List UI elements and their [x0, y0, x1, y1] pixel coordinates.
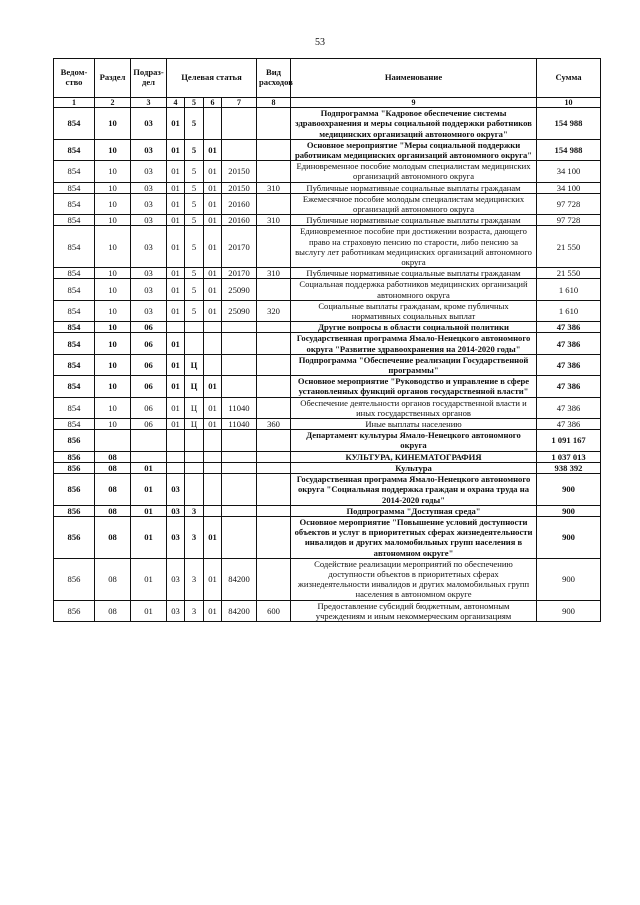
- cell-subsection: 03: [131, 193, 167, 214]
- cell-subsection: 06: [131, 333, 167, 354]
- cell-target-measure: [204, 451, 222, 462]
- cell-target-program: [167, 430, 185, 451]
- cell-target-measure: 01: [204, 419, 222, 430]
- cell-target-subprogram: 3: [185, 600, 204, 621]
- cell-dept: 854: [54, 193, 95, 214]
- header-sum: Сумма: [537, 59, 601, 98]
- cell-target-measure: [204, 354, 222, 375]
- cell-subsection: 06: [131, 376, 167, 397]
- cell-dept: 854: [54, 139, 95, 160]
- cell-name: Государственная программа Ямало-Ненецкого автономного округа "Социальная поддержка граждан и охрана труда на 2014-2020 годы": [291, 474, 537, 506]
- cell-dept: 854: [54, 215, 95, 226]
- cell-subsection: 03: [131, 108, 167, 140]
- cell-expense-type: [257, 139, 291, 160]
- cell-target-subprogram: Ц: [185, 397, 204, 418]
- cell-expense-type: [257, 354, 291, 375]
- cell-target-subprogram: 5: [185, 193, 204, 214]
- cell-section: 10: [95, 108, 131, 140]
- cell-target-subprogram: 5: [185, 139, 204, 160]
- cell-sum: 900: [537, 474, 601, 506]
- cell-target-measure: [204, 108, 222, 140]
- cell-target-measure: [204, 333, 222, 354]
- table-row: [54, 376, 601, 397]
- cell-subsection: 01: [131, 462, 167, 473]
- col-number: 5: [185, 98, 204, 108]
- cell-name: Подпрограмма "Кадровое обеспечение системы здравоохранения и меры социальной поддержки работников медицинских организаций автономного округа": [291, 108, 537, 140]
- cell-sum: 1 610: [537, 300, 601, 321]
- cell-target-direction: 20150: [222, 161, 257, 182]
- cell-target-program: 01: [167, 397, 185, 418]
- cell-subsection: 06: [131, 354, 167, 375]
- cell-dept: 854: [54, 333, 95, 354]
- cell-target-subprogram: Ц: [185, 376, 204, 397]
- cell-target-direction: [222, 451, 257, 462]
- cell-name: Социальная поддержка работников медицинских организаций автономного округа: [291, 279, 537, 300]
- col-number: 4: [167, 98, 185, 108]
- cell-sum: 1 610: [537, 279, 601, 300]
- cell-sum: 154 988: [537, 139, 601, 160]
- cell-section: 10: [95, 182, 131, 193]
- table-row: [54, 182, 601, 193]
- cell-target-measure: 01: [204, 300, 222, 321]
- cell-name: Единовременное пособие при достижении возраста, дающего право на страховую пенсию по старости, либо пенсию за выслугу лет работникам медицинских организаций автономного округа: [291, 226, 537, 268]
- cell-dept: 854: [54, 182, 95, 193]
- cell-subsection: 03: [131, 182, 167, 193]
- cell-expense-type: [257, 516, 291, 558]
- cell-target-direction: [222, 322, 257, 333]
- cell-name: Иные выплаты населению: [291, 419, 537, 430]
- cell-dept: 854: [54, 322, 95, 333]
- cell-sum: 34 100: [537, 161, 601, 182]
- cell-dept: 856: [54, 462, 95, 473]
- cell-sum: 21 550: [537, 226, 601, 268]
- cell-dept: 856: [54, 600, 95, 621]
- cell-name: Обеспечение деятельности органов государственной власти и иных государственных органов: [291, 397, 537, 418]
- cell-subsection: 06: [131, 397, 167, 418]
- cell-dept: 856: [54, 474, 95, 506]
- cell-target-measure: 01: [204, 182, 222, 193]
- cell-dept: 854: [54, 397, 95, 418]
- cell-sum: 900: [537, 505, 601, 516]
- cell-target-subprogram: [185, 430, 204, 451]
- cell-sum: 1 091 167: [537, 430, 601, 451]
- cell-name: Социальные выплаты гражданам, кроме публичных нормативных социальных выплат: [291, 300, 537, 321]
- cell-target-subprogram: 3: [185, 505, 204, 516]
- table-row: [54, 333, 601, 354]
- cell-sum: 47 386: [537, 354, 601, 375]
- cell-section: 10: [95, 419, 131, 430]
- cell-subsection: 01: [131, 505, 167, 516]
- cell-target-measure: [204, 474, 222, 506]
- cell-target-measure: 01: [204, 268, 222, 279]
- cell-expense-type: 310: [257, 268, 291, 279]
- header-subsection: Подраз-дел: [131, 59, 167, 98]
- cell-target-measure: [204, 322, 222, 333]
- cell-target-subprogram: 5: [185, 226, 204, 268]
- cell-expense-type: 320: [257, 300, 291, 321]
- table-row: [54, 268, 601, 279]
- cell-target-direction: [222, 516, 257, 558]
- cell-sum: 97 728: [537, 215, 601, 226]
- cell-name: Подпрограмма "Обеспечение реализации Государственной программы": [291, 354, 537, 375]
- cell-section: 08: [95, 505, 131, 516]
- cell-dept: 856: [54, 558, 95, 600]
- cell-subsection: 03: [131, 161, 167, 182]
- cell-target-measure: 01: [204, 226, 222, 268]
- cell-name: Департамент культуры Ямало-Ненецкого автономного округа: [291, 430, 537, 451]
- cell-target-program: 01: [167, 333, 185, 354]
- cell-target-measure: [204, 505, 222, 516]
- cell-target-program: [167, 451, 185, 462]
- cell-name: КУЛЬТУРА, КИНЕМАТОГРАФИЯ: [291, 451, 537, 462]
- cell-target-measure: 01: [204, 215, 222, 226]
- cell-target-measure: 01: [204, 193, 222, 214]
- cell-section: 10: [95, 215, 131, 226]
- cell-target-direction: 20150: [222, 182, 257, 193]
- cell-target-program: 03: [167, 600, 185, 621]
- cell-name: Основное мероприятие "Руководство и управление в сфере установленных функций органов государственной власти": [291, 376, 537, 397]
- cell-target-program: 01: [167, 354, 185, 375]
- cell-dept: 854: [54, 161, 95, 182]
- cell-target-measure: [204, 462, 222, 473]
- cell-sum: 1 037 013: [537, 451, 601, 462]
- cell-sum: 47 386: [537, 333, 601, 354]
- cell-subsection: 03: [131, 279, 167, 300]
- cell-subsection: 01: [131, 558, 167, 600]
- cell-subsection: 06: [131, 419, 167, 430]
- cell-section: 10: [95, 397, 131, 418]
- cell-target-subprogram: 5: [185, 300, 204, 321]
- cell-subsection: [131, 430, 167, 451]
- cell-expense-type: [257, 397, 291, 418]
- cell-target-program: 03: [167, 505, 185, 516]
- cell-target-program: [167, 322, 185, 333]
- cell-target-direction: 84200: [222, 600, 257, 621]
- cell-sum: 47 386: [537, 322, 601, 333]
- table-row: [54, 397, 601, 418]
- cell-expense-type: [257, 430, 291, 451]
- budget-table: [53, 58, 601, 622]
- cell-section: [95, 430, 131, 451]
- cell-target-subprogram: [185, 322, 204, 333]
- header-name: Наименование: [291, 59, 537, 98]
- cell-section: 08: [95, 462, 131, 473]
- cell-section: 08: [95, 600, 131, 621]
- table-row: [54, 419, 601, 430]
- cell-expense-type: [257, 451, 291, 462]
- cell-target-measure: 01: [204, 397, 222, 418]
- table-row: [54, 474, 601, 506]
- cell-dept: 854: [54, 279, 95, 300]
- cell-target-measure: 01: [204, 376, 222, 397]
- cell-target-measure: 01: [204, 558, 222, 600]
- cell-target-direction: 20160: [222, 215, 257, 226]
- cell-target-subprogram: [185, 462, 204, 473]
- cell-section: 08: [95, 474, 131, 506]
- cell-target-program: 03: [167, 516, 185, 558]
- cell-dept: 854: [54, 419, 95, 430]
- cell-subsection: 03: [131, 139, 167, 160]
- cell-sum: 938 392: [537, 462, 601, 473]
- cell-target-program: 01: [167, 419, 185, 430]
- cell-dept: 854: [54, 268, 95, 279]
- header-expense-type: Вид расходов: [257, 59, 291, 98]
- table-row: [54, 322, 601, 333]
- cell-expense-type: 310: [257, 182, 291, 193]
- cell-dept: 854: [54, 226, 95, 268]
- cell-target-program: 03: [167, 558, 185, 600]
- cell-subsection: 03: [131, 226, 167, 268]
- cell-section: 10: [95, 376, 131, 397]
- cell-target-direction: [222, 354, 257, 375]
- cell-name: Содействие реализации мероприятий по обеспечению доступности объектов в приоритетных сферах жизнедеятельности инвалидов и других маломобильных групп населения в автономном округе: [291, 558, 537, 600]
- cell-dept: 854: [54, 354, 95, 375]
- cell-dept: 854: [54, 376, 95, 397]
- cell-target-program: [167, 462, 185, 473]
- cell-dept: 856: [54, 451, 95, 462]
- cell-target-direction: 11040: [222, 419, 257, 430]
- col-number: 1: [54, 98, 95, 108]
- table-row: [54, 215, 601, 226]
- cell-target-subprogram: [185, 451, 204, 462]
- cell-subsection: 03: [131, 215, 167, 226]
- table-row: [54, 462, 601, 473]
- cell-section: 10: [95, 226, 131, 268]
- cell-expense-type: [257, 474, 291, 506]
- cell-section: 10: [95, 161, 131, 182]
- cell-expense-type: [257, 108, 291, 140]
- cell-expense-type: 600: [257, 600, 291, 621]
- table-row: [54, 516, 601, 558]
- cell-sum: 97 728: [537, 193, 601, 214]
- cell-dept: 856: [54, 430, 95, 451]
- col-number: 2: [95, 98, 131, 108]
- header-target: Целевая статья: [167, 59, 257, 98]
- cell-subsection: 01: [131, 516, 167, 558]
- cell-target-subprogram: 5: [185, 182, 204, 193]
- cell-target-program: 01: [167, 139, 185, 160]
- cell-expense-type: [257, 462, 291, 473]
- cell-sum: 154 988: [537, 108, 601, 140]
- cell-name: Ежемесячное пособие молодым специалистам медицинских организаций автономного округа: [291, 193, 537, 214]
- cell-expense-type: [257, 505, 291, 516]
- cell-target-measure: 01: [204, 139, 222, 160]
- cell-target-direction: 20170: [222, 226, 257, 268]
- cell-target-subprogram: Ц: [185, 419, 204, 430]
- cell-target-program: 01: [167, 376, 185, 397]
- cell-name: Государственная программа Ямало-Ненецкого автономного округа "Развитие здравоохранения на 2014-2020 годы": [291, 333, 537, 354]
- cell-target-direction: [222, 139, 257, 160]
- table-row: [54, 354, 601, 375]
- table-body: [54, 108, 601, 622]
- cell-section: 10: [95, 322, 131, 333]
- cell-target-program: 01: [167, 193, 185, 214]
- col-number: 8: [257, 98, 291, 108]
- cell-section: 10: [95, 268, 131, 279]
- cell-target-measure: [204, 430, 222, 451]
- cell-subsection: 03: [131, 268, 167, 279]
- cell-expense-type: 360: [257, 419, 291, 430]
- cell-target-measure: 01: [204, 600, 222, 621]
- cell-sum: 21 550: [537, 268, 601, 279]
- cell-target-direction: 11040: [222, 397, 257, 418]
- cell-expense-type: [257, 558, 291, 600]
- cell-target-program: 01: [167, 215, 185, 226]
- cell-expense-type: 310: [257, 215, 291, 226]
- col-number: 3: [131, 98, 167, 108]
- cell-subsection: [131, 451, 167, 462]
- cell-target-subprogram: 3: [185, 516, 204, 558]
- col-number: 7: [222, 98, 257, 108]
- cell-subsection: 01: [131, 600, 167, 621]
- cell-subsection: 06: [131, 322, 167, 333]
- cell-target-direction: [222, 333, 257, 354]
- table-row: [54, 505, 601, 516]
- cell-name: Предоставление субсидий бюджетным, автономным учреждениям и иным некоммерческим организациям: [291, 600, 537, 621]
- cell-target-program: 01: [167, 300, 185, 321]
- cell-expense-type: [257, 226, 291, 268]
- cell-sum: 47 386: [537, 376, 601, 397]
- cell-dept: 856: [54, 516, 95, 558]
- col-number: 6: [204, 98, 222, 108]
- cell-sum: 47 386: [537, 397, 601, 418]
- cell-target-program: 03: [167, 474, 185, 506]
- cell-target-subprogram: [185, 333, 204, 354]
- cell-section: 10: [95, 279, 131, 300]
- col-number: 9: [291, 98, 537, 108]
- cell-target-program: 01: [167, 161, 185, 182]
- cell-sum: 900: [537, 516, 601, 558]
- header-section: Раздел: [95, 59, 131, 98]
- cell-target-direction: 20160: [222, 193, 257, 214]
- cell-section: 08: [95, 558, 131, 600]
- cell-target-direction: [222, 474, 257, 506]
- cell-expense-type: [257, 376, 291, 397]
- cell-target-subprogram: 5: [185, 279, 204, 300]
- cell-expense-type: [257, 322, 291, 333]
- cell-target-direction: 25090: [222, 300, 257, 321]
- table-row: [54, 139, 601, 160]
- cell-target-program: 01: [167, 108, 185, 140]
- cell-dept: 854: [54, 108, 95, 140]
- table-row: [54, 300, 601, 321]
- cell-target-subprogram: 5: [185, 161, 204, 182]
- cell-section: 10: [95, 333, 131, 354]
- cell-subsection: 01: [131, 474, 167, 506]
- table-row: [54, 558, 601, 600]
- header-row: [54, 59, 601, 98]
- cell-section: 10: [95, 300, 131, 321]
- cell-expense-type: [257, 161, 291, 182]
- cell-expense-type: [257, 193, 291, 214]
- cell-name: Другие вопросы в области социальной политики: [291, 322, 537, 333]
- table-row: [54, 600, 601, 621]
- cell-name: Единовременное пособие молодым специалистам медицинских организаций автономного округа: [291, 161, 537, 182]
- cell-target-direction: 84200: [222, 558, 257, 600]
- table-row: [54, 161, 601, 182]
- cell-dept: 854: [54, 300, 95, 321]
- cell-name: Культура: [291, 462, 537, 473]
- cell-target-subprogram: Ц: [185, 354, 204, 375]
- cell-target-program: 01: [167, 226, 185, 268]
- table-row: [54, 451, 601, 462]
- cell-section: 10: [95, 354, 131, 375]
- column-number-row: [54, 98, 601, 108]
- cell-target-subprogram: 5: [185, 215, 204, 226]
- cell-target-subprogram: 5: [185, 108, 204, 140]
- cell-expense-type: [257, 333, 291, 354]
- cell-name: Публичные нормативные социальные выплаты гражданам: [291, 182, 537, 193]
- col-number: 10: [537, 98, 601, 108]
- cell-name: Публичные нормативные социальные выплаты гражданам: [291, 268, 537, 279]
- cell-target-measure: 01: [204, 279, 222, 300]
- cell-name: Основное мероприятие "Меры социальной поддержки работникам медицинских организаций автономного округа": [291, 139, 537, 160]
- cell-target-direction: [222, 505, 257, 516]
- cell-sum: 47 386: [537, 419, 601, 430]
- table-row: [54, 279, 601, 300]
- cell-name: Основное мероприятие "Повышение условий доступности объектов и услуг в приоритетных сферах жизнедеятельности инвалидов и других маломобильных групп населения в автономном округе": [291, 516, 537, 558]
- cell-target-direction: [222, 108, 257, 140]
- cell-target-program: 01: [167, 268, 185, 279]
- table-row: [54, 108, 601, 140]
- cell-sum: 34 100: [537, 182, 601, 193]
- cell-target-subprogram: 5: [185, 268, 204, 279]
- cell-target-subprogram: [185, 474, 204, 506]
- cell-name: Публичные нормативные социальные выплаты гражданам: [291, 215, 537, 226]
- cell-expense-type: [257, 279, 291, 300]
- cell-section: 08: [95, 451, 131, 462]
- table-row: [54, 430, 601, 451]
- header-dept: Ведом-ство: [54, 59, 95, 98]
- cell-target-direction: [222, 430, 257, 451]
- cell-target-program: 01: [167, 182, 185, 193]
- cell-target-direction: [222, 376, 257, 397]
- page-number: 53: [315, 37, 325, 48]
- cell-target-direction: [222, 462, 257, 473]
- cell-section: 08: [95, 516, 131, 558]
- cell-subsection: 03: [131, 300, 167, 321]
- table-row: [54, 226, 601, 268]
- cell-target-program: 01: [167, 279, 185, 300]
- cell-dept: 856: [54, 505, 95, 516]
- cell-sum: 900: [537, 600, 601, 621]
- cell-target-subprogram: 3: [185, 558, 204, 600]
- table-row: [54, 193, 601, 214]
- cell-target-measure: 01: [204, 161, 222, 182]
- cell-target-measure: 01: [204, 516, 222, 558]
- cell-section: 10: [95, 139, 131, 160]
- cell-sum: 900: [537, 558, 601, 600]
- cell-section: 10: [95, 193, 131, 214]
- cell-target-direction: 20170: [222, 268, 257, 279]
- cell-target-direction: 25090: [222, 279, 257, 300]
- cell-name: Подпрограмма "Доступная среда": [291, 505, 537, 516]
